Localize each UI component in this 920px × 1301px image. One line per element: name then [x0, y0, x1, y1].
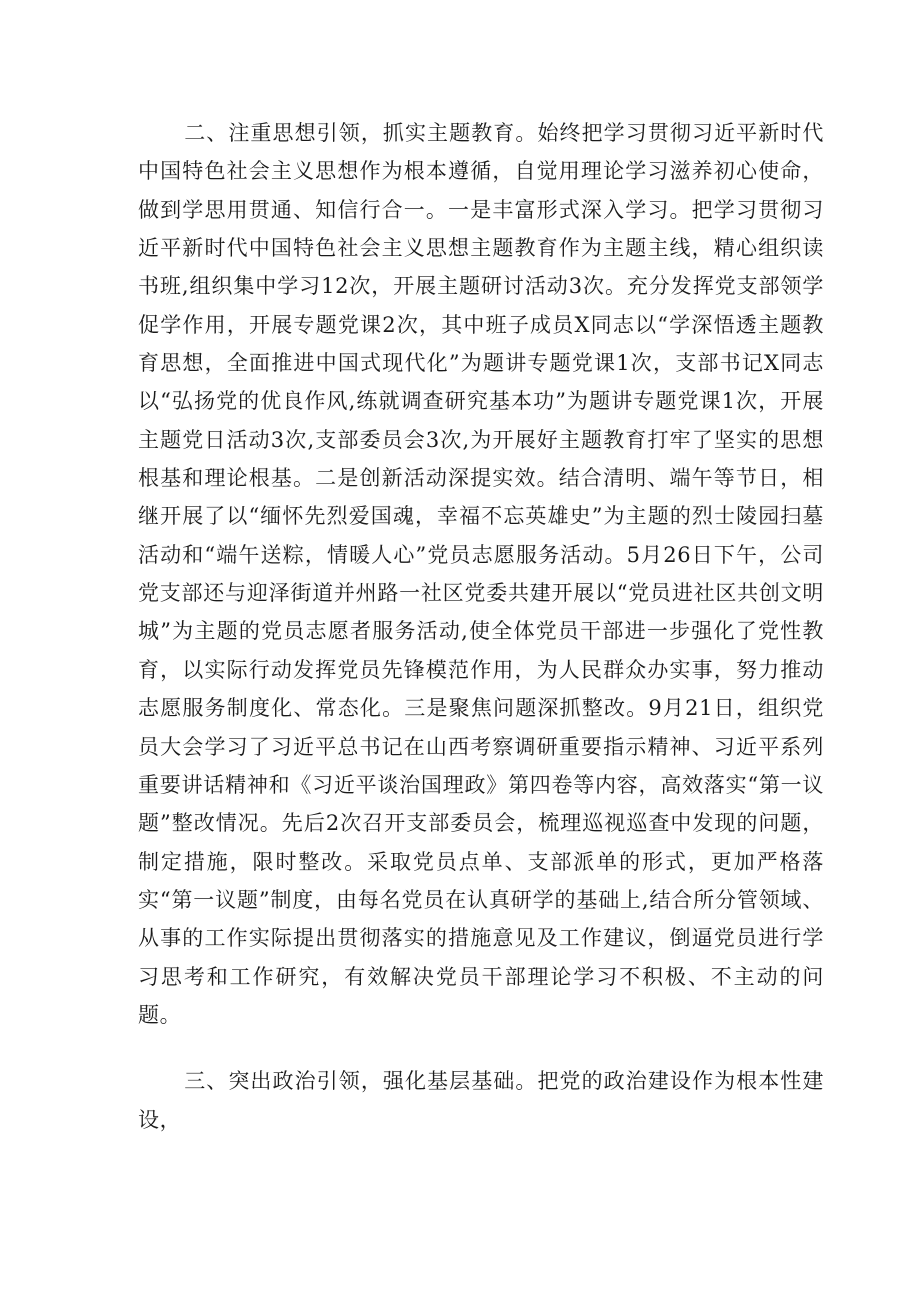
paragraph-political-leadership: 三、突出政治引领，强化基层基础。把党的政治建设作为根本性建设，: [138, 1069, 824, 1132]
document-body: [138, 114, 824, 1139]
paragraph-theme-education: 二、注重思想引领，抓实主题教育。始终把学习贯彻习近平新时代中国特色社会主义思想作为根本遵循，自觉用理论学习滋养初心使命，做到学思用贯通、知信行合一。一是丰富形式深入学习。把学习贯彻习近平新时代中国特色社会主义思想主题教育作为主题主线，精心组织读书班,组织集中学习12次，开展主题研讨活动3次。充分发挥党支部领学促学作用，开展专题党课2次，其中班子成员X同志以“学深悟透主题教育思想，全面推进中国式现代化”为题讲专题党课1次，支部书记X同志以“弘扬党的优良作风,练就调查研究基本功”为题讲专题党课1次，开展主题党日活动3次,支部委员会3次,为开展好主题教育打牢了坚实的思想根基和理论根基。二是创新活动深提实效。结合清明、端午等节日，相继开展了以“缅怀先烈爱国魂，幸福不忘英雄史”为主题的烈士陵园扫墓活动和“端午送粽，情暖人心”党员志愿服务活动。5月26日下午，公司党支部还与迎泽街道并州路一社区党委共建开展以“党员进社区共创文明城”为主题的党员志愿者服务活动,使全体党员干部进一步强化了党性教育，以实际行动发挥党员先锋模范作用，为人民群众办实事，努力推动志愿服务制度化、常态化。三是聚焦问题深抓整改。9月21日，组织党员大会学习了习近平总书记在山西考察调研重要指示精神、习近平系列重要讲话精神和《习近平谈治国理政》第四卷等内容，高效落实“第一议题”整改情况。先后2次召开支部委员会，梳理巡视巡查中发现的问题，制定措施，限时整改。采取党员点单、支部派单的形式，更加严格落实“第一议题”制度，由每名党员在认真研学的基础上,结合所分管领域、从事的工作实际提出贯彻落实的措施意见及工作建议，倒逼党员进行学习思考和工作研究，有效解决党员干部理论学习不积极、不主动的问题。: [138, 121, 824, 1027]
